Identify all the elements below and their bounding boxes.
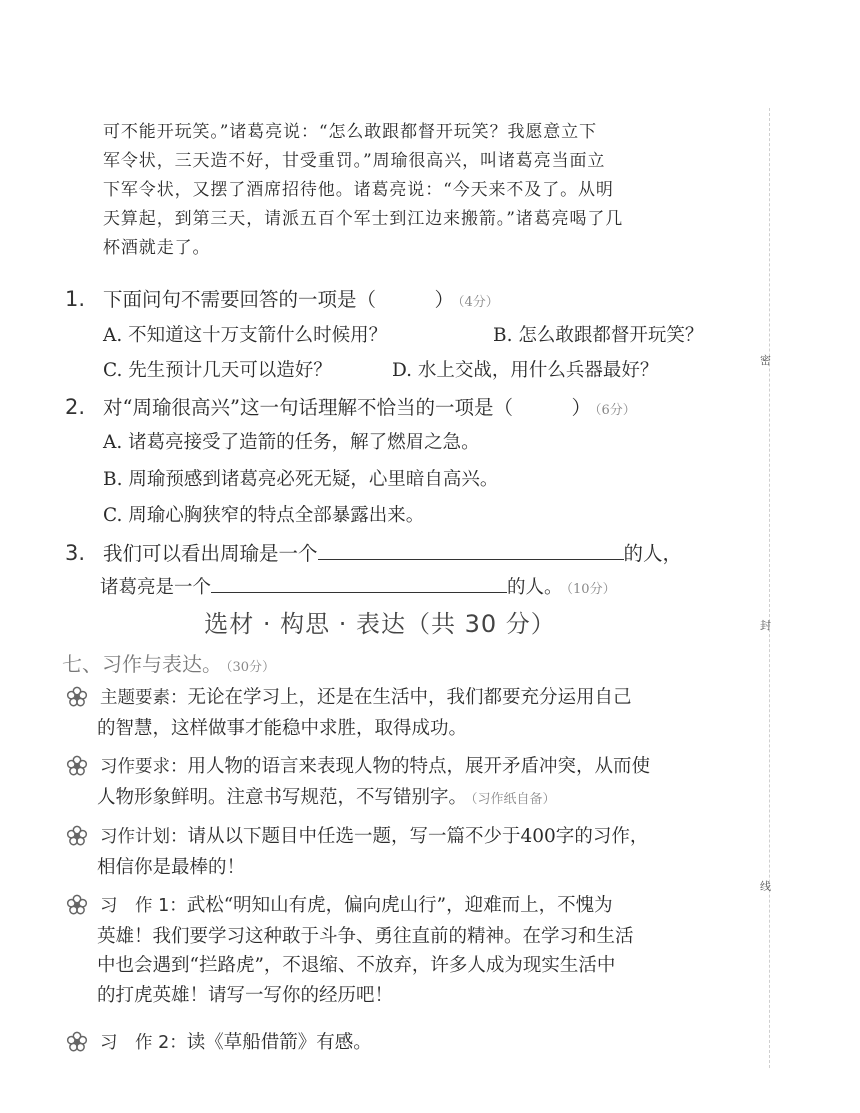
flower-bullet-icon [66, 1031, 88, 1053]
question-points: （10分） [566, 582, 616, 597]
plan-label: 习作计划： [100, 827, 188, 847]
margin-mark-seal: 封 [760, 619, 771, 632]
reading-passage [103, 118, 753, 263]
q1-option-a[interactable]: A. 不知道这十万支箭什么时候用？ [103, 325, 388, 346]
passage-line: 杯酒就走了。 [103, 238, 211, 258]
question-2 [65, 393, 636, 425]
plan-text: 相信你是最棒的！ [97, 856, 246, 878]
essay-1-text: 中也会遇到“拦路虎”，不退缩、不放弃，许多人成为现实生活中 [97, 955, 616, 976]
essay-1-block [97, 891, 750, 1010]
q2-option-c[interactable]: C. 周瑜心胸狭窄的特点全部暴露出来。 [103, 505, 425, 526]
essay-2-text: 读《草船借箭》有感。 [186, 1032, 372, 1053]
part-7-title: 七、习作与表达。 [62, 652, 222, 676]
question-points: （4分） [458, 295, 499, 310]
binding-margin-line [769, 108, 770, 1068]
requirements-text: 用人物的语言来表现人物的特点，展开矛盾冲突，从而使 [187, 756, 651, 777]
plan-text: 请从以下题目中任选一题，写一篇不少于400字的习作， [187, 826, 649, 847]
passage-line: 军令状，三天造不好，甘受重罚。”周瑜很高兴，叫诸葛亮当面立 [103, 151, 606, 171]
passage-line: 天算起，到第三天，请派五百个军士到江边来搬箭。”诸葛亮喝了几 [103, 209, 624, 229]
answer-blank-zhouyu[interactable] [318, 537, 624, 560]
theme-text: 的智慧，这样做事才能稳中求胜，取得成功。 [97, 717, 468, 739]
essay-1-text: 英雄！我们要学习这种敢于斗争、勇往直前的精神。在学习和生活 [97, 925, 634, 947]
q2-option-b[interactable]: B. 周瑜预感到诸葛亮必死无疑，心里暗自高兴。 [103, 469, 499, 490]
margin-mark-line: 线 [760, 880, 771, 893]
theme-block [97, 683, 750, 743]
q3-text: 诸葛亮是一个 [100, 577, 212, 598]
q2-option-a[interactable]: A. 诸葛亮接受了造箭的任务，解了燃眉之急。 [103, 432, 480, 453]
question-stem: 下面问句不需要回答的一项是（ ） [103, 288, 455, 311]
requirements-label: 习作要求： [100, 757, 188, 777]
margin-mark-seal: 密 [760, 354, 771, 367]
q3-text: 我们可以看出周瑜是一个 [103, 542, 318, 565]
question-1 [65, 285, 499, 317]
theme-label: 主题要素： [100, 688, 188, 708]
requirements-text: 人物形象鲜明。注意书写规范，不写错别字。 [97, 786, 468, 808]
question-number: 3. [65, 541, 86, 565]
passage-line: 可不能开玩笑。”诸葛亮说：“怎么敢跟都督开玩笑？我愿意立下 [103, 122, 597, 142]
flower-bullet-icon [66, 825, 88, 847]
essay-2-block [100, 1028, 750, 1059]
essay-1-text: 武松“明知山有虎，偏向虎山行”，迎难而上，不愧为 [186, 895, 613, 916]
flower-bullet-icon [66, 755, 88, 777]
question-stem: 对“周瑜很高兴”这一句话理解不恰当的一项是（ ） [103, 396, 591, 419]
question-3 [65, 537, 682, 568]
q3-text: 的人。 [507, 577, 563, 598]
question-number: 1. [65, 287, 86, 311]
question-number: 2. [65, 395, 86, 419]
answer-blank-zhugeliang[interactable] [211, 570, 507, 593]
theme-text: 无论在学习上，还是在生活中，我们都要充分运用自己 [187, 687, 632, 708]
essay-2-label: 习 作 2： [100, 1033, 187, 1053]
flower-bullet-icon [66, 894, 88, 916]
q3-text: 的人， [623, 542, 683, 565]
requirements-note: （习作纸自备） [471, 791, 556, 807]
flower-bullet-icon [66, 686, 88, 708]
passage-line: 下军令状，又摆了酒席招待他。诸葛亮说：“今天来不及了。从明 [103, 180, 614, 200]
part-7-points: （30分） [226, 660, 276, 675]
plan-block [97, 822, 750, 882]
q1-option-c[interactable]: C. 先生预计几天可以造好？ [103, 360, 332, 381]
question-points: （6分） [594, 403, 636, 418]
q1-option-d[interactable]: D. 水上交战，用什么兵器最好？ [392, 360, 659, 381]
q3-line-2 [100, 570, 616, 604]
section-title: 选材 · 构思 · 表达（共 30 分） [204, 610, 556, 638]
q1-option-b[interactable]: B. 怎么敢跟都督开玩笑？ [493, 325, 704, 346]
part-7-heading [62, 648, 275, 677]
essay-1-label: 习 作 1： [100, 896, 187, 916]
essay-1-text: 的打虎英雄！请写一写你的经历吧！ [97, 984, 394, 1006]
requirements-block [97, 752, 750, 814]
